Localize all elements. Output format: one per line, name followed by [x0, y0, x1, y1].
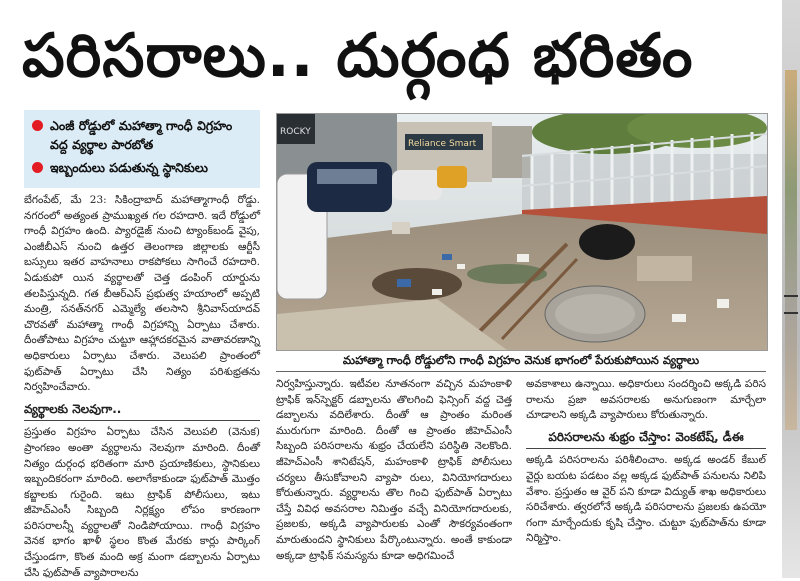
news-photo: [276, 113, 768, 351]
highlight-item: [32, 116, 252, 154]
body-paragraph: అక్కడి పరిసరాలను పరిశీలించాం. అక్కడ అండర్ కేబుల్ వైర్లు బయట పడటం వల్ల అక్కడ ఫుట్‌పాత్ పనులను నిలిపి వేశాం. ప్రస్తుతం ఆ వైర్ పని కూడా విద్యుత్ శాఖ అధికారులు సరిచేశారు. త్వరలోనే అక్కడి పరిసరాలను ప్రజలకు ఉపయో గంగా మార్చేందుకు కృషి చేస్తాం. చుట్టూ ఫుట్‌పాత్‌ను కూడా నిర్మిస్తాం.: [526, 454, 766, 545]
article-column-2: [276, 377, 512, 564]
body-paragraph: బేగంపేట్, మే 23: సికింద్రాబాద్ మహాత్మాగాంధీ రోడ్డు. నగరంలో అత్యంత ప్రాముఖ్యత గల రహదారి. ఇదే రోడ్డులో గాంధీ విగ్రహం ఉంది. ప్యారడైజ్ నుంచి ట్యాంక్‌బండ్ వైపు, ఎంజీబీఎస్ నుంచి ఉత్తర తెలంగాణ జిల్లాలకు ఆర్టీసీ బస్సులు ఇతర వాహనాలు రాకపోకలు సాగించే రహదారి. ఏడుకుపో యిన వ్యర్థాలతో చెత్త డంపింగ్ యార్డును తలపిస్తున్నది. గత బీఆర్ఎస్ ప్రభుత్వ హయాంలో అప్పటి మంత్రి, సనత్‌నగర్ ఎమ్మెల్యే తలసాని శ్రీనివాస్‌యాదవ్ చొరవతో మహాత్మా గాంధీ విగ్రహాన్ని ఏర్పాటు చేశారు. దీంతోపాటు విగ్రహం చుట్టూ ఆహ్లాదకరమైన వాతావరణాన్ని అధికారులు ఏర్పాటు చేశారు. వెలుపలి ప్రాంతంలో ఫుట్‌పాత్ ఏర్పాటు చేసి నిత్యం పరిశుభ్రతను నిర్వహించేవారు.: [24, 194, 260, 394]
adjacent-page-photo-strip: [785, 70, 797, 430]
red-bullet-icon: [32, 120, 43, 131]
highlight-box: [24, 110, 260, 188]
highlight-item: [32, 158, 252, 177]
photo-caption: మహాత్మా గాంధీ రోడ్డులోని గాంధీ విగ్రహం వెనుక భాగంలో పేరుకుపోయిన వ్యర్థాలు: [276, 349, 766, 372]
store-sign: ROCKY: [280, 127, 311, 137]
article-column-1: [24, 193, 260, 581]
headline: పరిసరాలు.. దుర్గంధ భరితం: [22, 21, 694, 91]
section-subhead: వ్యర్థాలకు నెలవుగా..: [24, 402, 260, 422]
body-paragraph: నిర్వహిస్తున్నారు. ఇటీవల నూతనంగా వచ్చిన మహంకాళి ట్రాఫిక్ ఇన్‌స్పెక్టర్ డబ్బాలను తొలగించి ఫెన్సింగ్ వద్ద చెత్త డబ్బాలను వదిలేశారు. దీంతో ఆ ప్రాంతం మరింత మురుగుగా మారింది. దీంతో ఆ ప్రాంతం జీహెచ్‌ఎంసీ సిబ్బంది పరిసరాలను శుభ్రం చేయలేని పరిస్థితి నెలకొంది. జీహెచ్‌ఎంసీ శానిటేషన్, మహంకాళి ట్రాఫిక్ పోలీసులు చర్యలు తీసుకోవాలని వ్యాపా రులు, వినియోగదారులు కోరుతున్నారు. వ్యర్థాలను తొల గించి ఫుట్‌పాత్ ఏర్పాటు చేస్తే వివిధ అవసరాల నిమిత్తం వచ్చే వినియోగదారులకు, ప్రజలకు, అక్కడి వ్యాపారులకు ఎంతో సౌకర్యవంతంగా మారుతుందని స్థానికులు పేర్కొంటున్నారు. అంతే కాకుండా అక్కడా ట్రాఫిక్ సమస్యను కూడా అధిగమించే: [276, 378, 512, 562]
adjacent-page-edge: [782, 0, 800, 578]
adjacent-page-dash: [784, 295, 798, 297]
section-subhead: పరిసరాలను శుభ్రం చేస్తాం: వెంకటేష్, డీఈ: [526, 430, 766, 450]
article-column-3: [526, 377, 766, 547]
shop-sign: Reliance Smart: [408, 139, 477, 149]
body-paragraph: అవకాశాలు ఉన్నాయి. అధికారులు సందర్శించి అక్కడి పరిస రాలను ప్రజా అవసరాలకు అనుగుణంగా మార్చేలా చూడాలని అక్కడి వ్యాపారులు కోరుతున్నారు.: [526, 378, 766, 422]
highlight-text: ఇబ్బందులు పడుతున్న స్థానికులు: [50, 160, 208, 175]
body-paragraph: ప్రస్తుతం విగ్రహం ఏర్పాటు చేసిన వెలుపలి (వెనుక) ప్రాంగణం అంతా వ్యర్థాలను నెలవుగా మారింది. దీంతో నిత్యం దుర్గంధ భరితంగా మారి ప్రయాణికులు, స్థానికులు ఇబ్బందికరంగా మారింది. అలాగేకాకుండా ఫుట్‌పాత్ మొత్తం కబ్జాలకు గురైంది. ఇటు ట్రాఫిక్ పోలీసులు, ఇటు జీహెచ్‌ఎంసీ సిబ్బంది నిర్లక్ష్యం లోపం కారణంగా పరిసరాలన్నీ వ్యర్థాలతో నిండిపోయాయి. గాంధీ విగ్రహం వెనక భాగం ఖాళీ స్థలం కొంత మేరకు కార్లు పార్కింగ్ చేస్తుండగా, కొంత మంది అక్ర మంగా డబ్బాలను ఏర్పాటు చేసి ఫుట్‌పాత్ వ్యాపారాలను: [24, 426, 260, 579]
red-bullet-icon: [32, 162, 43, 173]
highlight-text: ఎంజీ రోడ్డులో మహాత్మా గాంధీ విగ్రహం వద్ద వ్యర్థాల పారబోత: [50, 118, 233, 152]
adjacent-page-dash: [784, 312, 798, 314]
